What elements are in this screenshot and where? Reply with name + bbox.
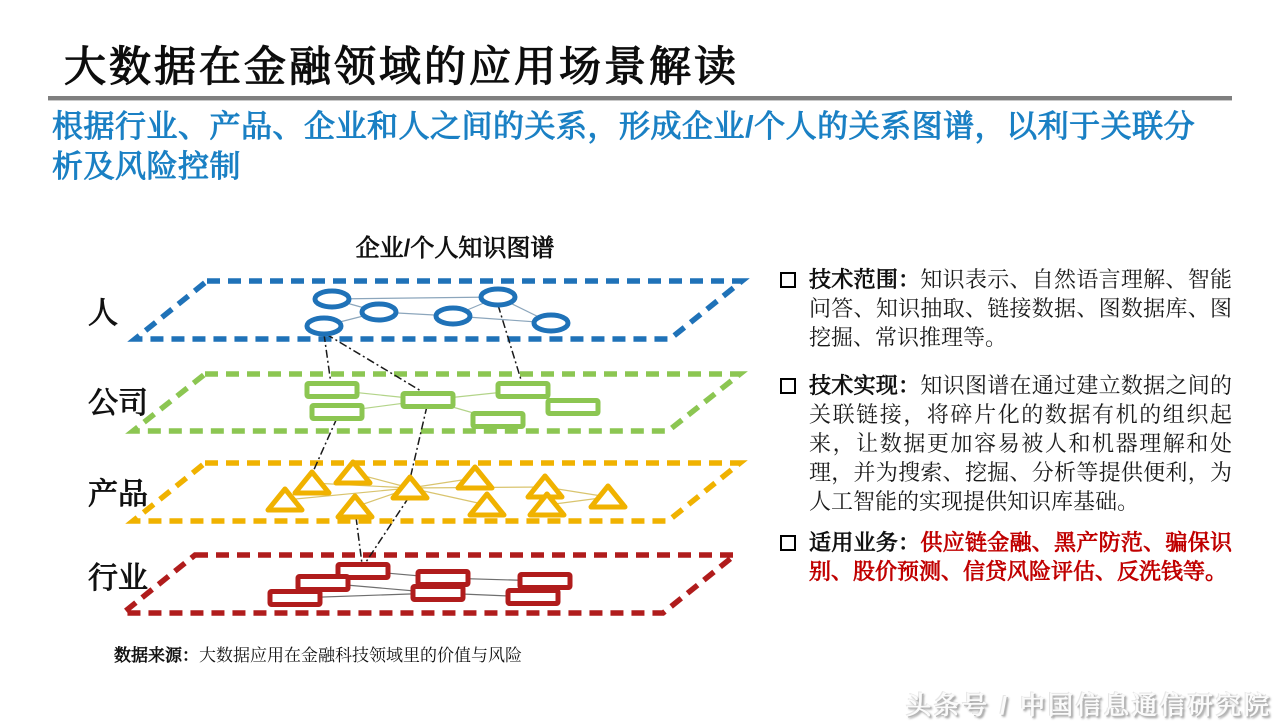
company-node [498,384,548,397]
square-bullet-icon [780,272,796,288]
people-node [315,291,349,307]
bullet-tech-implementation [780,371,1232,516]
industry-node [270,592,320,605]
subtitle-line-2: 析及风险控制 [52,149,241,184]
company-node [548,401,598,414]
people-node [436,308,470,324]
company-node [312,406,362,419]
slide-subtitle [52,107,1242,187]
people-node [362,304,396,320]
diagram-title: 企业/个人知识图谱 [355,235,555,262]
bullet-text [809,528,1232,586]
data-source-caption [114,641,522,666]
bullet-label: 技术范围： [809,267,921,292]
bullet-text [809,371,1232,516]
bullet-text [809,265,1232,352]
bullet-label: 技术实现： [809,373,921,398]
industry-node [298,577,348,590]
bullet-applicable-business [780,528,1232,586]
title-divider [48,96,1232,100]
people-node [307,318,341,334]
company-node [473,414,523,427]
bullet-body: 知识表示、自然语言理解、智能问答、知识抽取、链接数据、图数据库、图挖掘、常识推理等。 [809,267,1232,350]
subtitle-line-1: 根据行业、产品、企业和人之间的关系，形成企业/个人的关系图谱，以利于关联分 [52,109,1196,144]
company-node [307,384,357,397]
industry-node [508,591,558,604]
layer-label-company: 公司 [88,387,148,420]
people-node [534,315,568,331]
square-bullet-icon [780,378,796,394]
bullet-tech-scope [780,265,1232,352]
industry-node [418,572,468,585]
layer-label-people: 人 [88,297,118,330]
bullet-body: 知识图谱在通过建立数据之间的关联链接，将碎片化的数据有机的组织起来，让数据更加容易被人和机器理解和处理，并为搜索、挖掘、分析等提供便利，为人工智能的实现提供知识库基础。 [809,373,1232,514]
data-source-text: 大数据应用在金融科技领域里的价值与风险 [199,646,522,665]
bullet-body: 供应链金融、黑产防范、骗保识别、股价预测、信贷风险评估、反洗钱等。 [809,530,1232,584]
company-node [403,394,453,407]
watermark: 头条号 / 中国信息通信研究院 [906,692,1272,720]
layer-plane-product [133,463,740,521]
page-title: 大数据在金融领域的应用场景解读 [64,43,740,90]
industry-node [413,587,463,600]
data-source-label: 数据来源： [114,646,199,665]
bullet-label: 适用业务： [809,530,921,555]
knowledge-graph-diagram [60,220,800,648]
square-bullet-icon [780,535,796,551]
layer-label-product: 产品 [88,478,148,511]
bullet-list [780,265,1232,586]
layer-label-industry: 行业 [88,562,148,595]
people-node [481,289,515,305]
industry-node [520,575,570,588]
